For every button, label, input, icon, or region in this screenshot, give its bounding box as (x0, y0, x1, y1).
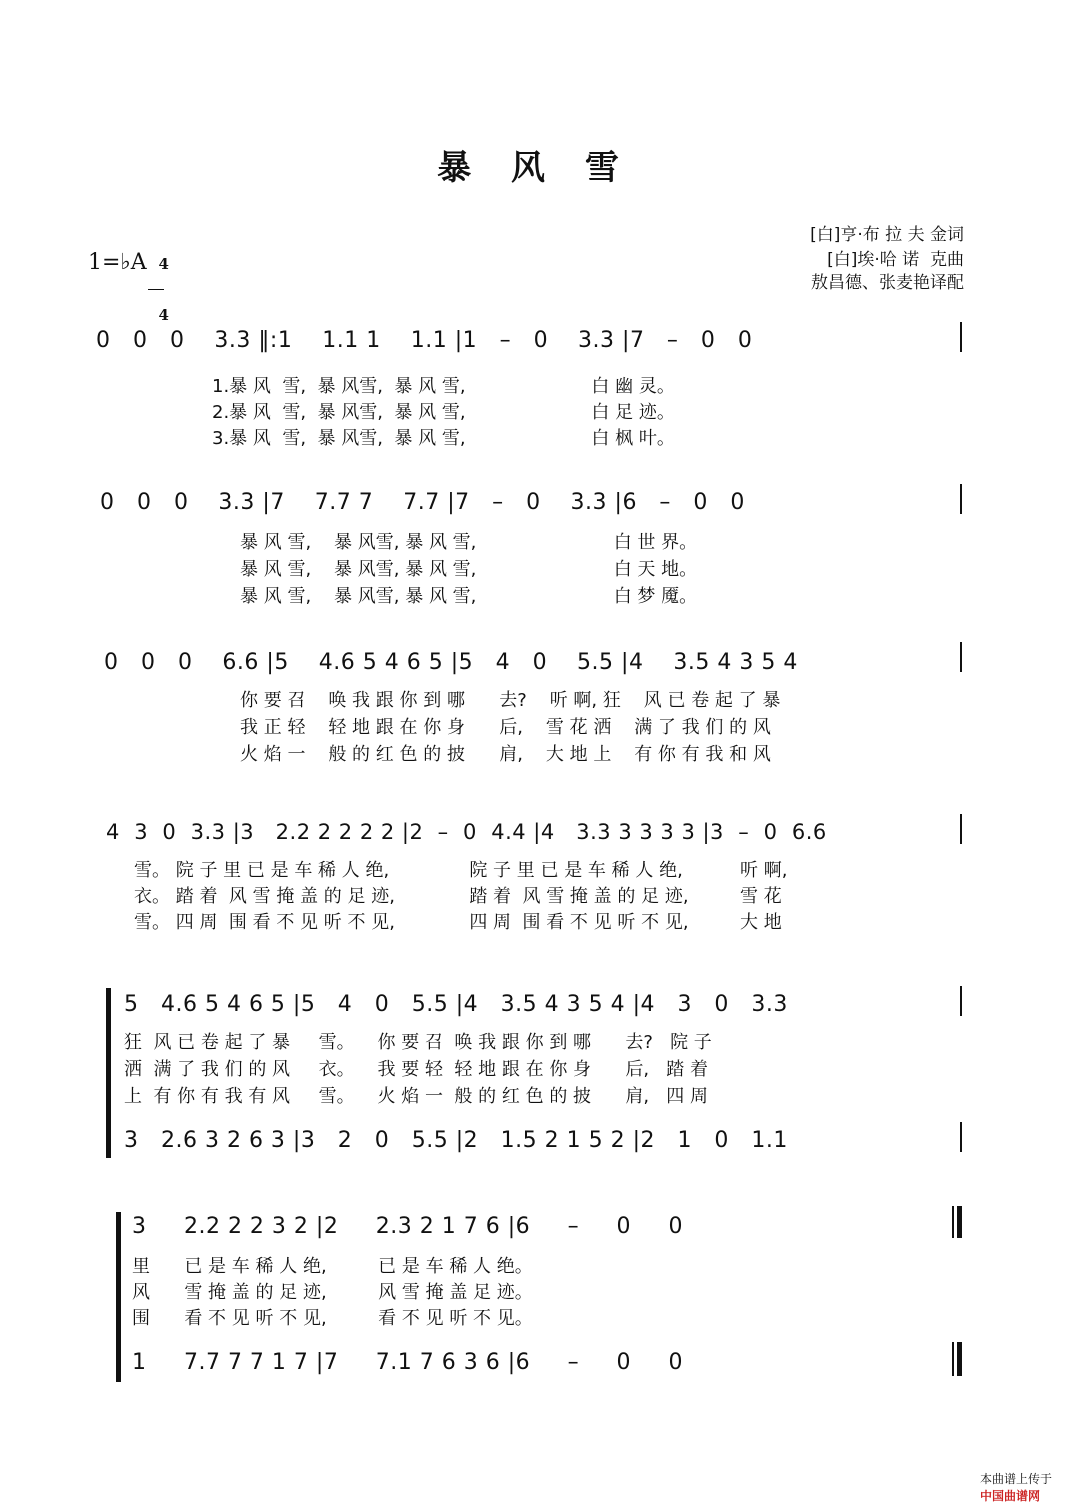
system-1-notes: 0 0 0 3.3 ‖:1 1.1 1 1.1 |1 – 0 3.3 |7 – 0 0 (96, 328, 753, 353)
system-1-lyric-3: 3.暴 风 雪, 暴 风雪, 暴 风 雪, 白 枫 叶。 (212, 428, 675, 449)
system-6-lyric-1: 里 已 是 车 稀 人 绝, 已 是 车 稀 人 绝。 (132, 1256, 533, 1277)
system-1-lyric-1: 1.暴 风 雪, 暴 风雪, 暴 风 雪, 白 幽 灵。 (212, 376, 675, 397)
translator-credit: 敖昌德、张麦艳译配 (811, 273, 964, 293)
system-6-notes-lower: 1 7.7 7 7 1 7 |7 7.1 7 6 3 6 |6 – 0 0 (132, 1350, 684, 1375)
system-4-lyric-2: 衣。 踏 着 风 雪 掩 盖 的 足 迹, 踏 着 风 雪 掩 盖 的 足 迹, 雪 花 (134, 886, 782, 907)
footer-brand[interactable]: 中国曲谱网 (979, 1489, 1040, 1503)
time-signature-top: 4 (158, 255, 169, 273)
final-barline-thick (957, 1206, 962, 1238)
final-barline-thin (952, 1206, 954, 1238)
composer-credit: [白]埃·哈 诺 克曲 (827, 250, 964, 270)
system-5-notes-lower: 3 2.6 3 2 6 3 |3 2 0 5.5 |2 1.5 2 1 5 2 |2 1 0 1.1 (124, 1128, 788, 1153)
system-4-lyric-1: 雪。 院 子 里 已 是 车 稀 人 绝, 院 子 里 已 是 车 稀 人 绝, 听 啊, (134, 860, 788, 881)
system-3-lyric-2: 我 正 轻 轻 地 跟 在 你 身 后, 雪 花 洒 满 了 我 们 的 风 (240, 717, 771, 738)
system-2-notes: 0 0 0 3.3 |7 7.7 7 7.7 |7 – 0 3.3 |6 – 0 0 (100, 490, 745, 515)
barline (960, 642, 962, 672)
system-3-lyric-1: 你 要 召 唤 我 跟 你 到 哪 去? 听 啊, 狂 风 已 卷 起 了 暴 (240, 690, 781, 711)
system-2-lyric-2: 暴 风 雪, 暴 风雪, 暴 风 雪, 白 天 地。 (240, 559, 698, 580)
barline (960, 1122, 962, 1152)
time-signature-line (148, 289, 164, 290)
system-3-notes: 0 0 0 6.6 |5 4.6 5 4 6 5 |5 4 0 5.5 |4 3.5 4 3 5 4 (104, 650, 798, 675)
system-bracket (106, 988, 111, 1158)
system-bracket (116, 1212, 121, 1382)
footer-credit (972, 1456, 1052, 1504)
final-barline-thin (952, 1342, 954, 1376)
lyricist-credit: [白]亨·布 拉 夫 金词 (810, 225, 964, 245)
system-2-lyric-3: 暴 风 雪, 暴 风雪, 暴 风 雪, 白 梦 魇。 (240, 586, 698, 607)
system-5-notes-upper: 5 4.6 5 4 6 5 |5 4 0 5.5 |4 3.5 4 3 5 4 |4 3 0 3.3 (124, 992, 788, 1017)
barline (960, 322, 962, 352)
barline (960, 986, 962, 1016)
system-6-lyric-3: 围 看 不 见 听 不 见, 看 不 见 听 不 见。 (132, 1308, 533, 1329)
page-title: 暴 风 雪 (437, 148, 633, 188)
barline (960, 484, 962, 514)
time-signature (148, 240, 169, 324)
system-1-lyric-2: 2.暴 风 雪, 暴 风雪, 暴 风 雪, 白 足 迹。 (212, 402, 675, 423)
system-4-notes: 4 3 0 3.3 |3 2.2 2 2 2 2 |2 – 0 4.4 |4 3.3 3 3 3 3 |3 – 0 6.6 (106, 820, 827, 844)
system-5-lyric-2: 洒 满 了 我 们 的 风 衣。 我 要 轻 轻 地 跟 在 你 身 后, 踏 着 (124, 1059, 708, 1080)
time-signature-bottom: 4 (158, 306, 169, 324)
system-5-lyric-3: 上 有 你 有 我 有 风 雪。 火 焰 一 般 的 红 色 的 披 肩, 四 周 (124, 1086, 708, 1107)
system-3-lyric-3: 火 焰 一 般 的 红 色 的 披 肩, 大 地 上 有 你 有 我 和 风 (240, 744, 771, 765)
system-6-notes-upper: 3 2.2 2 2 3 2 |2 2.3 2 1 7 6 |6 – 0 0 (132, 1214, 684, 1239)
system-4-lyric-3: 雪。 四 周 围 看 不 见 听 不 见, 四 周 围 看 不 见 听 不 见, 大 地 (134, 912, 782, 933)
system-6-lyric-2: 风 雪 掩 盖 的 足 迹, 风 雪 掩 盖 足 迹。 (132, 1282, 533, 1303)
final-barline-thick (957, 1342, 962, 1376)
key-signature: 1=♭A (88, 250, 147, 275)
barline (960, 814, 962, 844)
system-2-lyric-1: 暴 风 雪, 暴 风雪, 暴 风 雪, 白 世 界。 (240, 532, 698, 553)
footer-text: 本曲谱上传于 (979, 1472, 1052, 1486)
system-5-lyric-1: 狂 风 已 卷 起 了 暴 雪。 你 要 召 唤 我 跟 你 到 哪 去? 院 子 (124, 1032, 712, 1053)
